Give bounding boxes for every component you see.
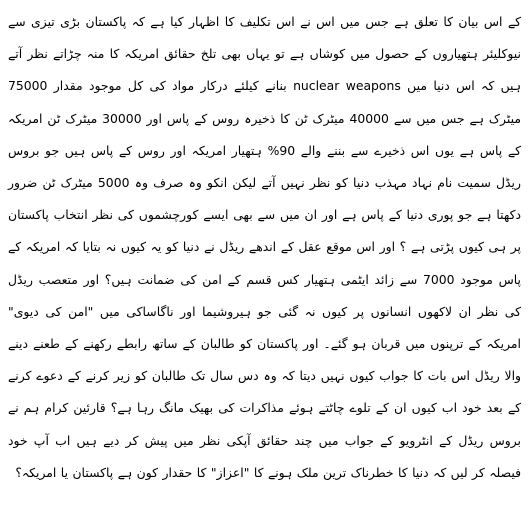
article-paragraph: کے اس بیان کا تعلق ہے جس میں اس نے اس تکلیف کا اظہار کیا ہے کہ پاکستان بڑی تیزی سے نیوکلیئر ہتھیاروں کے حصول میں کوشاں ہے تو یہاں بھی تلخ حقائق امریکہ کا منہ چڑاتے نظر آتے ہیں کہ اس دنیا میں nuclear weapons بنانے کیلئے درکار مواد کی کل موجود مقدار 75000 میٹرک ہے جس میں سے 40000 میٹرک ٹن کا ذخیرہ روس کے پاس اور 30000 میٹرک ٹن امریکہ کے پاس ہے یوں اس ذخیرے سے بننے والے 90% ہتھیار امریکہ اور روس کے پاس ہیں جو بروس ریڈل سمیت نام نہاد مہذب دنیا کو نظر نہیں آتے لیکن انکو وہ صرف وہ 5000 میٹرک ٹن ضرور دکھتا ہے جو پوری دنیا کے پاس ہے اور ان میں سے بھی ایسے کورچشموں کی نظر انتخاب پاکستان پر ہی کیوں پڑتی ہے ؟ اور اس موقع عقل کے اندھے ریڈل نے دنیا کو یہ کیوں نہ بتایا کہ امریکہ کے پاس موجود 7000 سے زائد ایٹمی ہتھیار کس قسم کے امن کی ضمانت ہیں؟ اور متعصب ریڈل کی نظر ان لاکھوں انسانوں پر کیوں نہ گئی جو ہیروشیما اور ناگاساکی میں "امن کی دیوی" امریکہ کے ترپنوں میں قربان ہو گئے۔ اور پاکستان کو طالبان کے ساتھ رابطے رکھنے کے طعنے دینے والا ریڈل اس بات کا جواب کیوں نہیں دیتا کہ وہ دس سال تک طالبان کو زیر کرنے کے دعوے کرنے کے بعد خود اب کیوں ان کے تلوے چاٹتے ہوئے مذاکرات کی بھیک مانگ رہا ہے؟ قارئین کرام ہم نے بروس ریڈل کے انٹرویو کے جواب میں چند حقائق آپکی نظر میں پیش کر دیے ہیں اب آپ خود فیصلہ کر لیں کہ دنیا کا خطرناک ترین ملک ہونے کا "اعزاز" کا حقدار کون ہے پاکستان یا امریکہ؟: [8, 14, 521, 480]
